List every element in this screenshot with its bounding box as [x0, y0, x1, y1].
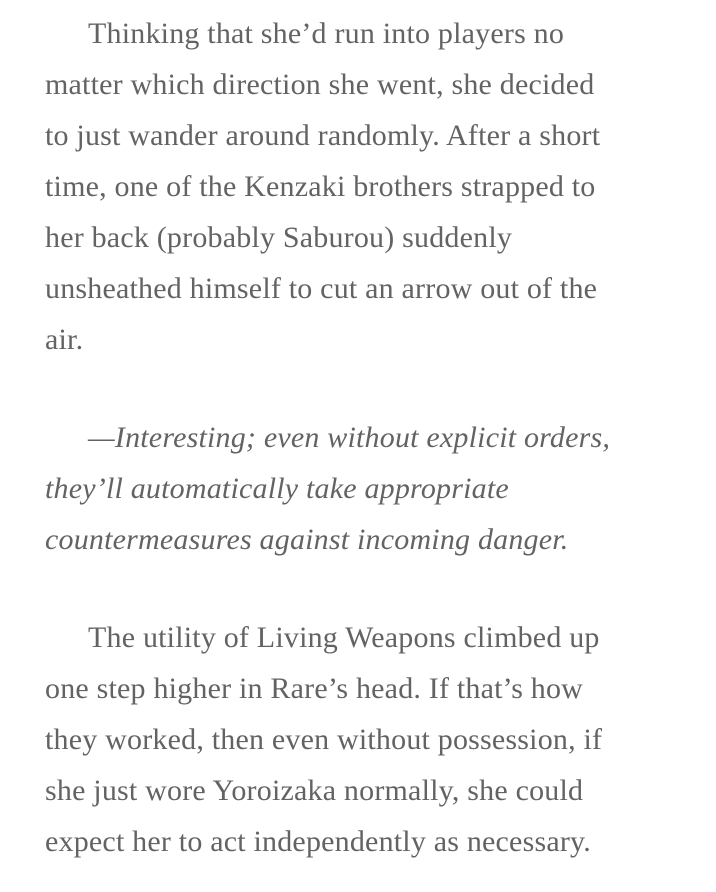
text-line: countermeasures against incoming danger.: [45, 523, 569, 556]
text-line: unsheathed himself to cut an arrow out of the: [45, 272, 598, 305]
text-line: one step higher in Rare’s head. If that’s how: [45, 672, 584, 705]
text-line: they worked, then even without possession, if: [45, 723, 603, 756]
text-line: The utility of Living Weapons climbed up: [88, 621, 600, 654]
text-line: matter which direction she went, she decided: [45, 68, 595, 101]
text-line: —Interesting; even without explicit orders,: [88, 421, 611, 454]
text-line: expect her to act independently as necessary.: [45, 825, 591, 858]
text-line: to just wander around randomly. After a short: [45, 119, 601, 152]
paragraph: [45, 8, 671, 365]
paragraph-italic: [45, 412, 671, 565]
text-line: they’ll automatically take appropriate: [45, 472, 509, 505]
text-line: air.: [45, 323, 84, 356]
text-line: her back (probably Saburou) suddenly: [45, 221, 513, 254]
text-line: she just wore Yoroizaka normally, she could: [45, 774, 584, 807]
reader-text: [45, 8, 671, 867]
text-line: time, one of the Kenzaki brothers strapped to: [45, 170, 596, 203]
text-line: Thinking that she’d run into players no: [88, 17, 565, 50]
paragraph: [45, 612, 671, 867]
